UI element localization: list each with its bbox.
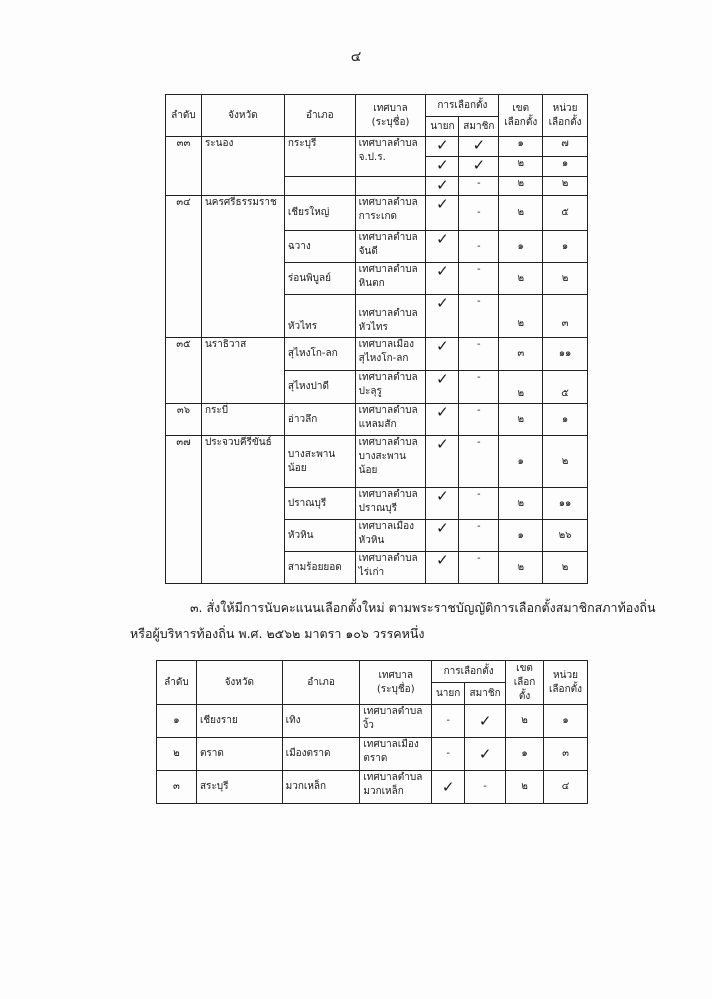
header-unit: หน่วย เลือกตั้ง	[543, 95, 588, 137]
check-icon: ✓	[426, 231, 459, 263]
check-icon: ✓	[426, 177, 459, 196]
header-district: อำเภอ	[282, 661, 360, 705]
cell-zone: ๑	[499, 520, 543, 552]
header-member: สมาชิก	[465, 683, 506, 705]
table-row	[166, 436, 588, 488]
cell-municipality: เทศบาลตำบล จันดี	[355, 231, 426, 263]
dash-mark: -	[432, 738, 465, 771]
check-icon: ✓	[426, 295, 459, 338]
table-row	[157, 705, 588, 738]
cell-unit: ๒	[543, 263, 588, 295]
dash-mark: -	[459, 196, 499, 231]
cell-no: ๓๓	[166, 137, 202, 196]
header-unit: หน่วย เลือกตั้ง	[544, 661, 588, 705]
cell-municipality: เทศบาลตำบล แหลมสัก	[355, 404, 426, 436]
dash-mark: -	[459, 338, 499, 371]
header-no: ลำดับ	[166, 95, 202, 137]
cell-no: ๓๕	[166, 338, 202, 404]
dash-mark: -	[459, 263, 499, 295]
cell-district: สุไหงโก-ลก	[284, 338, 355, 371]
cell-municipality: เทศบาลตำบล ปะลุรู	[355, 371, 426, 404]
cell-zone: ๒	[499, 263, 543, 295]
header-member: สมาชิก	[459, 117, 499, 137]
cell-unit: ๑	[543, 157, 588, 177]
cell-no: ๒	[157, 738, 197, 771]
cell-municipality: เทศบาลตำบล บางสะพาน น้อย	[355, 436, 426, 488]
election-table-1	[165, 94, 588, 584]
cell-zone: ๒	[499, 177, 543, 196]
header-municipality: เทศบาล (ระบุชื่อ)	[360, 661, 432, 705]
cell-unit: ๑	[543, 231, 588, 263]
cell-province: สระบุรี	[196, 771, 282, 804]
header-province: จังหวัด	[196, 661, 282, 705]
cell-district: สุไหงปาดี	[284, 371, 355, 404]
cell-unit: ๕	[543, 196, 588, 231]
cell-zone: ๒	[499, 371, 543, 404]
cell-unit: ๓	[543, 295, 588, 338]
cell-district: บางสะพาน น้อย	[284, 436, 355, 488]
cell-unit: ๔	[544, 771, 588, 804]
dash-mark: -	[459, 552, 499, 584]
cell-zone: ๒	[499, 404, 543, 436]
cell-unit: ๒	[543, 552, 588, 584]
table-row	[166, 338, 588, 371]
cell-no: ๓	[157, 771, 197, 804]
header-election: การเลือกตั้ง	[432, 661, 506, 683]
cell-district: หัวหิน	[284, 520, 355, 552]
cell-district: สามร้อยยอด	[284, 552, 355, 584]
cell-district: ฉวาง	[284, 231, 355, 263]
check-icon: ✓	[459, 137, 499, 157]
cell-zone: ๒	[506, 705, 544, 738]
check-icon: ✓	[426, 371, 459, 404]
cell-municipality: เทศบาลตำบล ไร่เก่า	[355, 552, 426, 584]
check-icon: ✓	[426, 263, 459, 295]
cell-district: อ่าวลึก	[284, 404, 355, 436]
cell-no: ๓๗	[166, 436, 202, 584]
check-icon: ✓	[426, 488, 459, 520]
cell-province: ประจวบคีรีขันธ์	[201, 436, 284, 584]
dash-mark: -	[459, 371, 499, 404]
cell-zone: ๒	[499, 196, 543, 231]
cell-unit: ๑	[544, 705, 588, 738]
check-icon: ✓	[426, 520, 459, 552]
cell-zone: ๒	[499, 157, 543, 177]
check-icon: ✓	[426, 436, 459, 488]
cell-unit: ๒๖	[543, 520, 588, 552]
check-icon: ✓	[426, 404, 459, 436]
paragraph-line-2: หรือผู้บริหารท้องถิ่น พ.ศ. ๒๕๖๒ มาตรา ๑๐๖ วรรคหนึ่ง	[130, 626, 425, 641]
page-number: ๔	[350, 49, 362, 65]
check-icon: ✓	[426, 157, 459, 177]
cell-zone: ๒	[499, 552, 543, 584]
cell-municipality: เทศบาลตำบล หัวไทร	[355, 295, 426, 338]
dash-mark: -	[459, 436, 499, 488]
cell-district: หัวไทร	[284, 295, 355, 338]
cell-unit: ๑	[543, 404, 588, 436]
cell-no: ๓๔	[166, 196, 202, 338]
cell-municipality: เทศบาลตำบล มวกเหล็ก	[360, 771, 432, 804]
cell-zone: ๑	[506, 738, 544, 771]
cell-zone: ๒	[506, 771, 544, 804]
dash-mark: -	[465, 771, 506, 804]
table-row	[157, 771, 588, 804]
header-zone: เขต เลือกตั้ง	[499, 95, 543, 137]
cell-municipality: เทศบาลเมือง สุไหงโก-ลก	[355, 338, 426, 371]
cell-unit: ๑๑	[543, 488, 588, 520]
cell-zone: ๑	[499, 137, 543, 157]
check-icon: ✓	[432, 771, 465, 804]
table-row	[166, 404, 588, 436]
cell-municipality: เทศบาลตำบล จ.ป.ร.	[355, 137, 426, 177]
election-table-2	[156, 660, 588, 804]
dash-mark: -	[459, 177, 499, 196]
cell-district: เทิง	[282, 705, 360, 738]
dash-mark: -	[459, 520, 499, 552]
check-icon: ✓	[426, 137, 459, 157]
dash-mark: -	[459, 295, 499, 338]
cell-unit: ๑๑	[543, 338, 588, 371]
cell-province: ระนอง	[201, 137, 284, 196]
header-district: อำเภอ	[284, 95, 355, 137]
cell-municipality: เทศบาลเมือง ตราด	[360, 738, 432, 771]
cell-municipality: เทศบาลตำบล การะเกด	[355, 196, 426, 231]
cell-municipality: เทศบาลเมือง หัวหิน	[355, 520, 426, 552]
check-icon: ✓	[465, 738, 506, 771]
check-icon: ✓	[426, 338, 459, 371]
cell-unit: ๓	[544, 738, 588, 771]
cell-municipality: เทศบาลตำบล หินตก	[355, 263, 426, 295]
cell-municipality: เทศบาลตำบล ปราณบุรี	[355, 488, 426, 520]
dash-mark: -	[459, 231, 499, 263]
cell-unit: ๗	[543, 137, 588, 157]
check-icon: ✓	[426, 552, 459, 584]
cell-district: เมืองตราด	[282, 738, 360, 771]
cell-unit: ๒	[543, 436, 588, 488]
cell-no: ๓๖	[166, 404, 202, 436]
header-election: การเลือกตั้ง	[426, 95, 499, 117]
cell-zone: ๑	[499, 436, 543, 488]
cell-zone: ๒	[499, 295, 543, 338]
cell-province: กระบี่	[201, 404, 284, 436]
cell-zone: ๓	[499, 338, 543, 371]
header-mayor: นายก	[426, 117, 459, 137]
cell-district: ปราณบุรี	[284, 488, 355, 520]
header-province: จังหวัด	[201, 95, 284, 137]
cell-province: นราธิวาส	[201, 338, 284, 404]
cell-unit: ๕	[543, 371, 588, 404]
cell-no: ๑	[157, 705, 197, 738]
header-mayor: นายก	[432, 683, 465, 705]
header-zone: เขต เลือกตั้ง	[506, 661, 544, 705]
cell-province: เชียงราย	[196, 705, 282, 738]
header-municipality: เทศบาล (ระบุชื่อ)	[355, 95, 426, 137]
cell-district: กระบุรี	[284, 137, 355, 177]
table-row	[157, 738, 588, 771]
cell-district: เชียรใหญ่	[284, 196, 355, 231]
cell-zone: ๒	[499, 488, 543, 520]
cell-municipality: เทศบาลตำบล งิ้ว	[360, 705, 432, 738]
table-row	[166, 196, 588, 231]
dash-mark: -	[459, 404, 499, 436]
dash-mark: -	[459, 488, 499, 520]
cell-province: นครศรีธรรมราช	[201, 196, 284, 338]
check-icon: ✓	[459, 157, 499, 177]
cell-zone: ๑	[499, 231, 543, 263]
cell-district: ร่อนพิบูลย์	[284, 263, 355, 295]
check-icon: ✓	[426, 196, 459, 231]
table-row	[166, 137, 588, 157]
cell-unit: ๒	[543, 177, 588, 196]
paragraph-line-1: ๓. สั่งให้มีการนับคะแนนเลือกตั้งใหม่ ตามพระราชบัญญัติการเลือกตั้งสมาชิกสภาท้องถิ่น	[190, 600, 656, 615]
cell-province: ตราด	[196, 738, 282, 771]
check-icon: ✓	[465, 705, 506, 738]
cell-district: มวกเหล็ก	[282, 771, 360, 804]
header-no: ลำดับ	[157, 661, 197, 705]
dash-mark: -	[432, 705, 465, 738]
